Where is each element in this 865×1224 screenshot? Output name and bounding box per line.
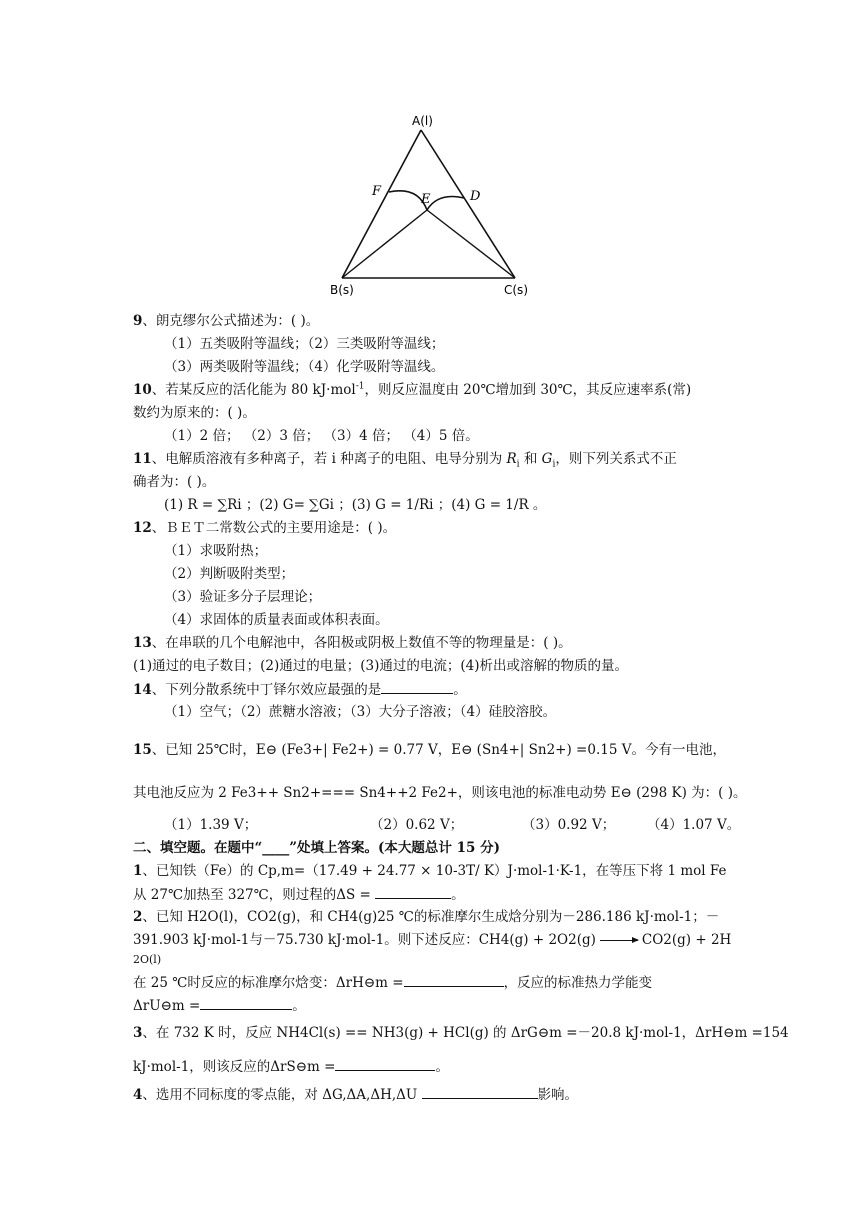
fill-3-answer-blank[interactable] [335, 1056, 435, 1071]
fill-2-stem-wrap: 2O(l) [133, 953, 162, 966]
q13-stem: 13、在串联的几个电解池中，各阳极或阴极上数值不等的物理量是：( )。 [133, 635, 572, 651]
fill-2-enthalpy-blank[interactable] [404, 972, 504, 987]
fill-3-stem: 3、在 732 K 时，反应 NH4Cl(s) == NH3(g) + HCl(g) 的 ΔrG⊖m =－20.8 kJ·mol-1，ΔrH⊖m =154 [133, 1025, 789, 1041]
fill-2-enthalpy: 在 25 ℃时反应的标准摩尔焓变：ΔrH⊖m = ，反应的标准热力学能变 [133, 972, 652, 993]
label-d: D [470, 189, 481, 204]
q14-answer-blank[interactable] [381, 679, 453, 694]
fill-2-stem: 2、已知 H2O(l)，CO2(g)，和 CH4(g)25 ℃的标准摩尔生成焓分别为－286.186 kJ·mol-1；－ [133, 909, 720, 925]
q12-stem: 12、ＢＥＴ二常数公式的主要用途是：( )。 [133, 520, 397, 536]
fill-3-stem-cont: kJ·mol-1，则该反应的ΔrS⊖m = 。 [133, 1056, 449, 1077]
triangle-edge-ab [342, 130, 421, 278]
label-e: E [421, 192, 431, 207]
q13-options: (1)通过的电子数目；(2)通过的电量；(3)通过的电流；(4)析出或溶解的物质的量。 [133, 658, 628, 674]
fill-2-energy-blank[interactable] [200, 995, 292, 1010]
q9-stem: 9、朗克缪尔公式描述为：( )。 [133, 313, 320, 329]
q12-option-2: （2）判断吸附类型； [164, 566, 295, 582]
fill-4-stem: 4、选用不同标度的零点能，对 ΔG,ΔA,ΔH,ΔU 影响。 [133, 1084, 578, 1105]
fill-1-stem-cont: 从 27℃加热至 327℃，则过程的ΔS = 。 [133, 884, 465, 905]
label-b: B(s) [330, 283, 354, 297]
fill-2-stem-cont: 391.903 kJ·mol-1与－75.730 kJ·mol-1。则下述反应：CH4(g) + 2O2(g) CO2(g) + 2H [133, 932, 732, 948]
q15-option-1: （1）1.39 V； [164, 817, 258, 833]
label-a: A(l) [412, 114, 433, 128]
q11-stem-cont: 确者为：( )。 [133, 474, 216, 490]
q11-options: (1) R = ∑Ri ；(2) G= ∑Gi ；(3) G = 1/Ri ；(4) G = 1/R 。 [164, 497, 547, 513]
q9-options-1: （1）五类吸附等温线；（2）三类吸附等温线； [164, 336, 445, 352]
fill-2-energy: ΔrU⊖m = 。 [133, 995, 306, 1016]
reaction-arrow [600, 940, 638, 941]
q12-option-1: （1）求吸附热； [164, 543, 268, 559]
q14-options: （1）空气；（2）蔗糖水溶液；（3）大分子溶液；（4）硅胶溶胶。 [164, 704, 557, 720]
q11-stem: 11、电解质溶液有多种离子，若 i 种离子的电阻、电导分别为 $R_i$ 和 $G_i$，则下列关系式不正 [133, 451, 677, 470]
label-c: C(s) [504, 283, 528, 297]
q10-stem-cont: 数约为原来的：( )。 [133, 405, 256, 421]
q12-option-3: （3）验证多分子层理论； [164, 589, 322, 605]
ternary-phase-diagram [300, 100, 560, 305]
q10-options: （1）2 倍； （2）3 倍； （3）4 倍； （4）5 倍。 [164, 428, 479, 444]
q12-option-4: （4）求固体的质量表面或体积表面。 [164, 612, 389, 628]
tie-line-b-e [342, 210, 427, 278]
triangle-edge-ac [421, 130, 515, 278]
q15-option-4: （4）1.07 V。 [647, 817, 741, 833]
tie-line-c-e [427, 210, 515, 278]
curve-d-e [427, 197, 464, 211]
q15-option-2: （2）0.62 V； [370, 817, 464, 833]
label-f: F [372, 184, 382, 199]
q15-stem-cont: 其电池反应为 2 Fe3++ Sn2+=== Sn4++2 Fe2+，则该电池的标准电动势 E⊖ (298 K) 为：( )。 [133, 785, 747, 801]
section-2-title: 二、填空题。在题中“____”处填上答案。(本大题总计 15 分) [133, 840, 500, 856]
fill-1-stem: 1、已知铁（Fe）的 Cp,m=（17.49 + 24.77 × 10-3T/ K）J·mol-1·K-1，在等压下将 1 mol Fe [133, 863, 727, 879]
q10-stem: 10、若某反应的活化能为 80 kJ·mol$^{-1}$，则反应温度由 20℃增加到 30℃，其反应速率系(常) [133, 381, 692, 398]
fill-1-answer-blank[interactable] [375, 884, 451, 899]
q15-stem: 15、已知 25℃时，E⊖ (Fe3+| Fe2+) = 0.77 V，E⊖ (Sn4+| Sn2+) =0.15 V。今有一电池， [133, 742, 726, 758]
q15-option-3: （3）0.92 V； [522, 817, 616, 833]
q9-options-2: （3）两类吸附等温线；（4）化学吸附等温线。 [164, 359, 445, 375]
fill-4-answer-blank[interactable] [422, 1084, 538, 1099]
q14-stem: 14、下列分散系统中丁铎尔效应最强的是 。 [133, 679, 467, 700]
